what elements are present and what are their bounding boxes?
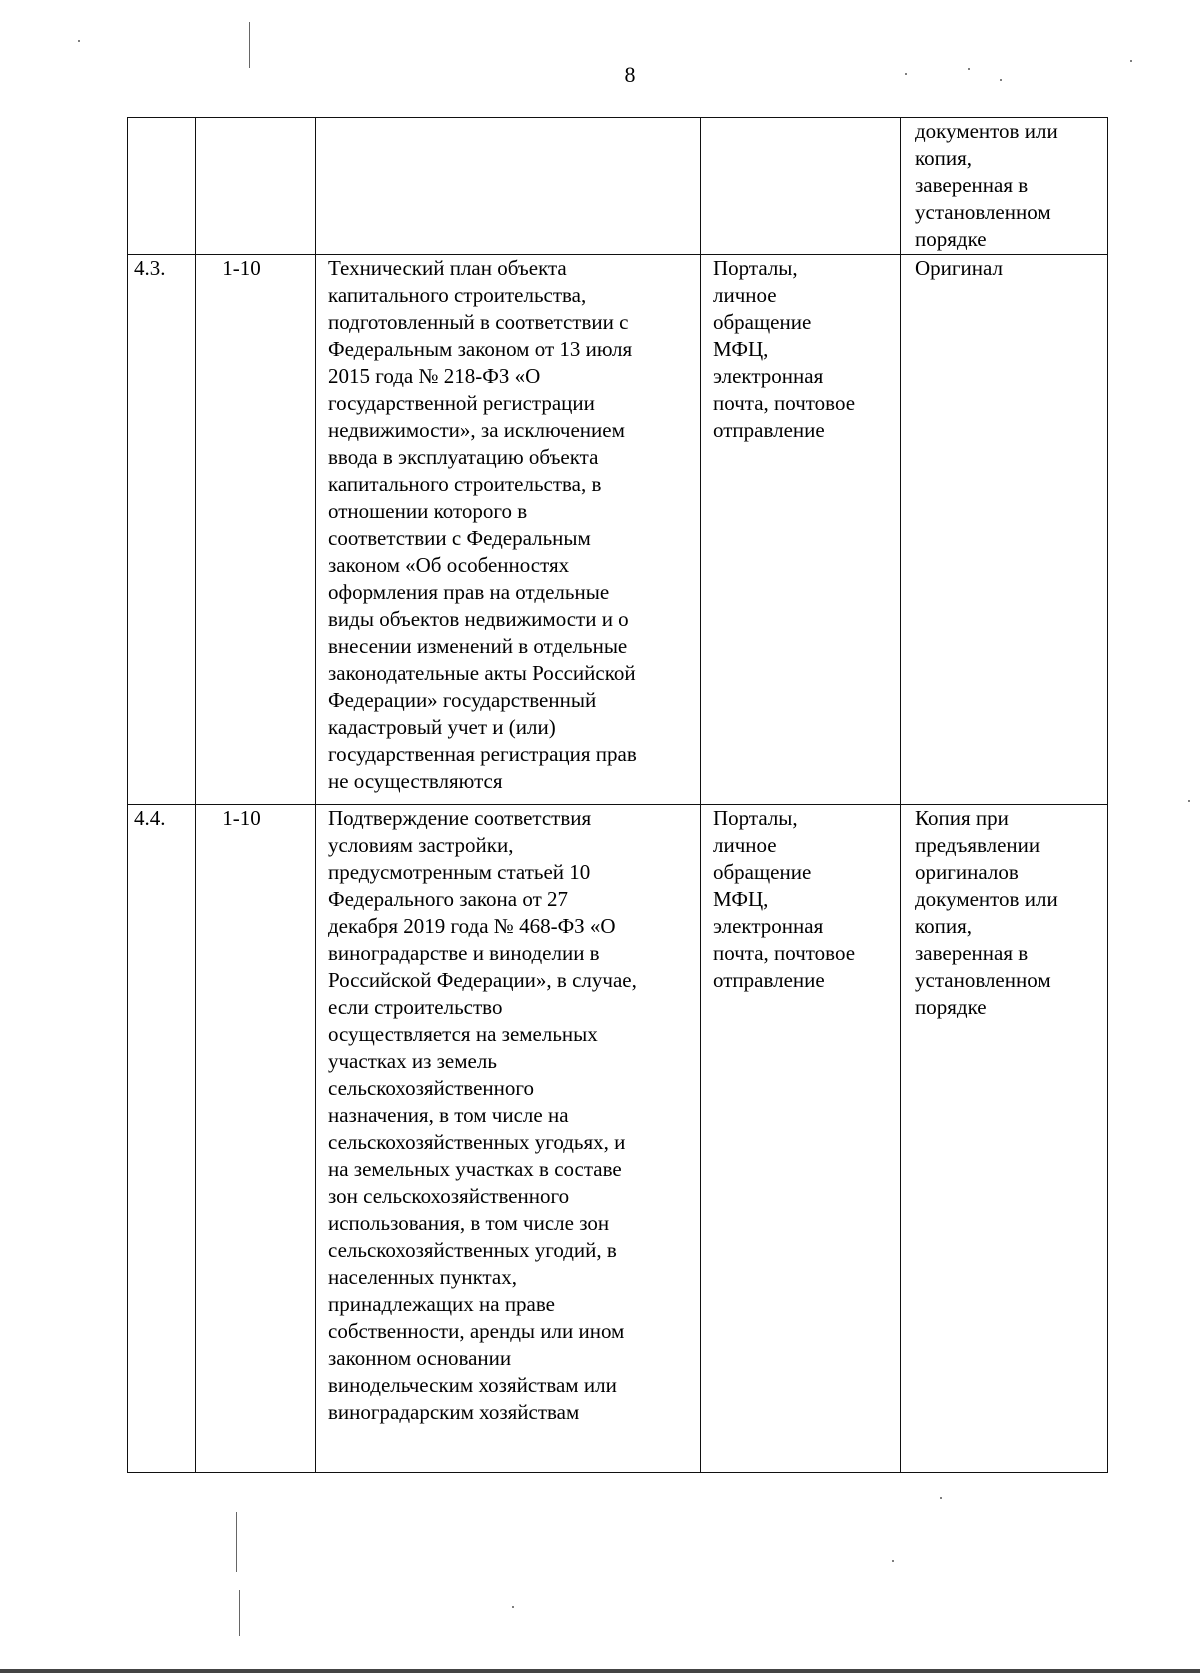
submission-method-cell-line: личное (713, 833, 777, 857)
document-description-cell-line: собственности, аренды или ином (328, 1319, 625, 1343)
table-body (128, 118, 1108, 1473)
scan-speck (1188, 800, 1190, 802)
document-description-cell-line: соответствии с Федеральным (328, 526, 591, 550)
document-form-cell-line: Оригинал (915, 256, 1003, 280)
scan-artifact-line (239, 1590, 240, 1636)
document-description-cell-line: виноградарстве и виноделии в (328, 941, 600, 965)
document-description-cell-line: капитального строительства, в (328, 472, 602, 496)
scan-speck (940, 1497, 942, 1499)
document-form-cell-line: установленном (915, 968, 1051, 992)
submission-method-cell-line: электронная (713, 364, 824, 388)
document-form-cell-line: заверенная в (915, 941, 1029, 965)
document-description-cell (316, 805, 701, 1473)
document-description-cell-line: участках из земель (328, 1049, 497, 1073)
submission-method-cell (701, 118, 901, 255)
submission-method-cell-line: Порталы, (713, 256, 798, 280)
submission-method-cell (701, 255, 901, 805)
table-row (128, 805, 1108, 1473)
row-codes-cell: 1-10 (196, 805, 316, 1473)
document-description-cell-line: зон сельскохозяйственного (328, 1184, 570, 1208)
document-description-cell-line: Федерального закона от 27 (328, 887, 568, 911)
document-description-cell-line: виноградарским хозяйствам (328, 1400, 580, 1424)
document-description-cell-line: капитального строительства, (328, 283, 587, 307)
document-form-cell (901, 118, 1108, 255)
document-description-cell-line: Федерации» государственный (328, 688, 597, 712)
document-form-cell-line: копия, (915, 914, 973, 938)
document-form-cell-line: Копия при (915, 806, 1009, 830)
document-description-cell-line: кадастровый учет и (или) (328, 715, 556, 739)
document-description-cell-line: Федеральным законом от 13 июля (328, 337, 633, 361)
document-description-cell-line: использования, в том числе зон (328, 1211, 610, 1235)
document-description-cell-line: виды объектов недвижимости и о (328, 607, 629, 631)
scan-artifact-line (236, 1512, 237, 1572)
scan-bottom-edge (0, 1669, 1200, 1673)
scan-speck (512, 1606, 514, 1608)
document-description-cell-line: осуществляется на земельных (328, 1022, 598, 1046)
row-codes-cell: 1-10 (196, 255, 316, 805)
row-number-cell (128, 118, 196, 255)
document-description-cell-line: государственной регистрации (328, 391, 595, 415)
document-description-cell-line: условиям застройки, (328, 833, 514, 857)
row-codes-cell (196, 118, 316, 255)
document-description-cell-line: Технический план объекта (328, 256, 567, 280)
scan-speck (78, 40, 80, 42)
document-description-cell-line: законодательные акты Российской (328, 661, 636, 685)
document-description-cell-line: сельскохозяйственного (328, 1076, 534, 1100)
document-form-cell-line: заверенная в (915, 173, 1029, 197)
table-row (128, 255, 1108, 805)
submission-method-cell-line: почта, почтовое (713, 941, 856, 965)
document-description-cell-line: на земельных участках в составе (328, 1157, 622, 1181)
submission-method-cell (701, 805, 901, 1473)
document-form-cell (901, 255, 1108, 805)
document-form-cell-line: порядке (915, 227, 987, 251)
document-form-cell-line: предъявлении (915, 833, 1041, 857)
submission-method-cell-line: обращение (713, 310, 812, 334)
document-description-cell-line: предусмотренным статьей 10 (328, 860, 591, 884)
document-description-cell (316, 118, 701, 255)
document-form-cell-line: порядке (915, 995, 987, 1019)
document-description-cell-line: населенных пунктах, (328, 1265, 517, 1289)
document-description-cell-line: не осуществляются (328, 769, 503, 793)
submission-method-cell-line: МФЦ, (713, 337, 769, 361)
submission-method-cell-line: Порталы, (713, 806, 798, 830)
document-description-cell-line: ввода в эксплуатацию объекта (328, 445, 599, 469)
document-description-cell-line: декабря 2019 года № 468-ФЗ «О (328, 914, 616, 938)
submission-method-cell-line: почта, почтовое (713, 391, 856, 415)
document-description-cell-line: недвижимости», за исключением (328, 418, 625, 442)
document-form-cell-line: документов или (915, 119, 1058, 143)
document-description-cell-line: Подтверждение соответствия (328, 806, 592, 830)
document-description-cell-line: государственная регистрация прав (328, 742, 637, 766)
document-form-cell-line: копия, (915, 146, 973, 170)
page-number: 8 (624, 62, 636, 87)
submission-method-cell-line: МФЦ, (713, 887, 769, 911)
document-description-cell-line: законом «Об особенностях (328, 553, 570, 577)
row-number-cell: 4.4. (128, 805, 196, 1473)
document-description-cell-line: законном основании (328, 1346, 512, 1370)
document-description-cell-line: сельскохозяйственных угодьях, и (328, 1130, 626, 1154)
document-description-cell-line: внесении изменений в отдельные (328, 634, 628, 658)
document-description-cell-line: сельскохозяйственных угодий, в (328, 1238, 617, 1262)
document-form-cell-line: установленном (915, 200, 1051, 224)
submission-method-cell-line: отправление (713, 968, 825, 992)
document-description-cell-line: подготовленный в соответствии с (328, 310, 629, 334)
submission-method-cell-line: отправление (713, 418, 825, 442)
table-row (128, 118, 1108, 255)
row-number-cell: 4.3. (128, 255, 196, 805)
document-description-cell-line: принадлежащих на праве (328, 1292, 555, 1316)
document-description-cell-line: назначения, в том числе на (328, 1103, 569, 1127)
document-description-cell (316, 255, 701, 805)
document-description-cell-line: винодельческим хозяйствам или (328, 1373, 617, 1397)
document-form-cell (901, 805, 1108, 1473)
document-description-cell-line: оформления прав на отдельные (328, 580, 610, 604)
document-description-cell-line: если строительство (328, 995, 503, 1019)
submission-method-cell-line: обращение (713, 860, 812, 884)
submission-method-cell-line: личное (713, 283, 777, 307)
document-form-cell-line: документов или (915, 887, 1058, 911)
requirements-table (127, 117, 1108, 1473)
document-description-cell-line: 2015 года № 218-ФЗ «О (328, 364, 541, 388)
document-form-cell-line: оригиналов (915, 860, 1019, 884)
document-description-cell-line: Российской Федерации», в случае, (328, 968, 637, 992)
document-description-cell-line: отношении которого в (328, 499, 528, 523)
scan-speck (892, 1560, 894, 1562)
submission-method-cell-line: электронная (713, 914, 824, 938)
